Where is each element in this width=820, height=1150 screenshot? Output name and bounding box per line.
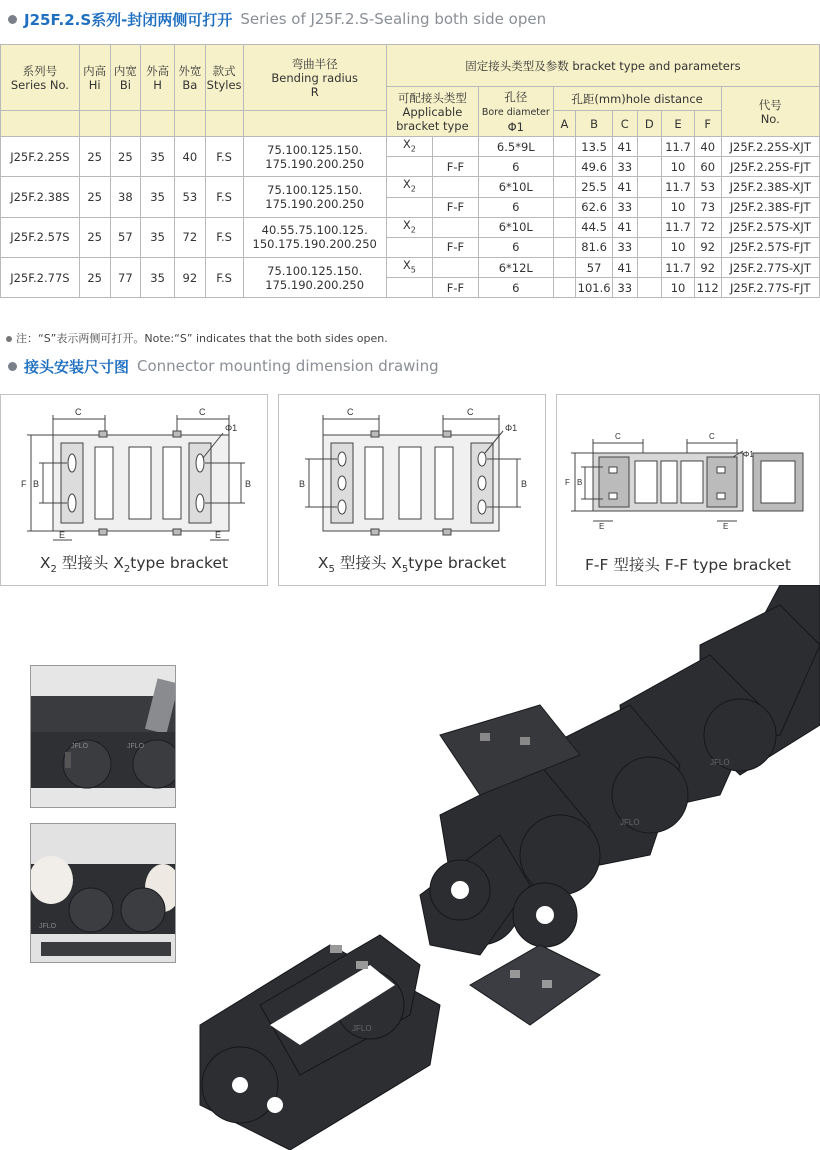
cell-a [553,278,576,298]
cell-bore: 6 [478,278,553,298]
cell-d [637,278,662,298]
dim-label-e: E [723,522,729,531]
cell-t1: $X_5$ [386,257,432,277]
footnote-text: 注：“S”表示两侧可打开。Note:“S” indicates that the both sides open. [16,332,388,345]
diagram-x2-bracket [0,394,268,586]
cell-series: J25F.2.25S [1,137,80,177]
cell-t2: F-F [432,157,478,177]
cell-d [637,137,662,157]
cell-series: J25F.2.38S [1,177,80,217]
dim-label-b: B [33,479,40,489]
cell-bore: 6*12L [478,257,553,277]
cell-f: 92 [694,257,721,277]
cell-a [553,137,576,157]
table-row [1,137,820,157]
th-blank [141,111,175,137]
cell-e: 10 [662,237,695,257]
chain-marking: JFLO [71,743,89,750]
cell-t1 [386,237,432,257]
chain-marking: JFLO [39,923,57,930]
cell-h: 35 [141,137,175,177]
cell-bore: 6*10L [478,177,553,197]
cell-e: 10 [662,157,695,177]
th-hole-distance: 孔距(mm)hole distance [553,87,721,111]
cell-e: 10 [662,278,695,298]
cell-h: 35 [141,177,175,217]
cell-bi: 57 [110,217,141,257]
series-title-zh: J25F.2.S系列-封闭两侧可打开 [24,10,233,29]
cell-d [637,157,662,177]
th-blank [243,111,386,137]
chain-marking: JFLO [710,758,730,767]
product-photo-drag-chain-image [180,585,820,1150]
th-bi: 内宽 Bi [110,45,141,111]
cell-bi: 25 [110,137,141,177]
cell-b: 13.5 [576,137,613,157]
th-code: 代号 No. [721,87,820,137]
cell-f: 92 [694,237,721,257]
x2-bracket-drawing [1,395,267,545]
spec-table [0,44,820,298]
cell-t1: $X_2$ [386,137,432,157]
cell-style: F.S [205,257,243,297]
dim-label-c: C [199,407,206,417]
product-photo-drag-chain [180,585,820,1150]
th-blank [205,111,243,137]
cell-e: 11.7 [662,137,695,157]
th-h: 外高 H [141,45,175,111]
footnote [6,330,388,346]
spec-table-body [1,137,820,298]
cell-d [637,197,662,217]
cell-hi: 25 [79,177,110,217]
detail-photo-hand [30,823,176,963]
cell-bi: 38 [110,177,141,217]
cell-c: 41 [613,177,638,197]
table-row [1,177,820,197]
cell-code: J25F.2.38S-XJT [721,177,820,197]
chain-marking: JFLO [620,818,640,827]
section-header-series [8,8,546,30]
cell-a [553,237,576,257]
dim-label-c: C [75,407,82,417]
table-row [1,217,820,237]
cell-bore: 6 [478,157,553,177]
th-bore: 孔径 Bore diameter Φ1 [478,87,553,137]
table-row [1,257,820,277]
cell-a [553,217,576,237]
cell-b: 62.6 [576,197,613,217]
cell-series: J25F.2.77S [1,257,80,297]
cell-bore: 6.5*9L [478,137,553,157]
dim-label-phi: Φ1 [743,450,754,459]
dim-label-c: C [467,407,474,417]
cell-style: F.S [205,137,243,177]
cell-code: J25F.2.25S-XJT [721,137,820,157]
cell-b: 49.6 [576,157,613,177]
cell-t1 [386,278,432,298]
cell-c: 33 [613,237,638,257]
x2-caption: $X_2$ 型接头 $X_2type$ bracket [39,553,229,575]
chain-marking: JFLO [127,743,145,750]
cell-style: F.S [205,217,243,257]
cell-radius: 75.100.125.150. 175.190.200.250 [243,257,386,297]
cell-hi: 25 [79,257,110,297]
cell-t2: F-F [432,278,478,298]
cell-ba: 72 [174,217,205,257]
cell-t2 [432,257,478,277]
cell-c: 33 [613,278,638,298]
th-ba: 外宽 Ba [174,45,205,111]
cell-c: 41 [613,257,638,277]
cell-f: 40 [694,137,721,157]
dim-label-phi: Φ1 [505,423,518,433]
bullet-icon [8,15,17,24]
cell-a [553,257,576,277]
th-styles: 款式 Styles [205,45,243,111]
x5-bracket-drawing [279,395,545,545]
cell-style: F.S [205,177,243,217]
cell-bore: 6 [478,237,553,257]
dim-label-c: C [709,432,715,441]
detail-photo-opening [30,665,176,808]
cell-a [553,197,576,217]
detail-photo-hand-image [31,824,176,963]
th-blank [174,111,205,137]
cell-f: 73 [694,197,721,217]
cell-f: 72 [694,217,721,237]
cell-f: 60 [694,157,721,177]
dim-label-f: F [21,479,27,489]
cell-bore: 6 [478,197,553,217]
cell-t1 [386,157,432,177]
cell-e: 10 [662,197,695,217]
cell-d [637,237,662,257]
cell-a [553,177,576,197]
dim-label-f: F [565,478,570,487]
cell-t1: $X_2$ [386,217,432,237]
th-blank [79,111,110,137]
cell-e: 11.7 [662,177,695,197]
cell-b: 81.6 [576,237,613,257]
dim-label-b: B [299,479,306,489]
drawing-title-en: Connector mounting dimension drawing [137,357,439,375]
th-blank [1,111,80,137]
cell-d [637,177,662,197]
cell-a [553,157,576,177]
th-radius: 弯曲半径 Bending radius R [243,45,386,111]
cell-f: 53 [694,177,721,197]
ff-bracket-drawing [557,395,819,545]
cell-t2 [432,217,478,237]
diagram-ff-bracket [556,394,820,586]
cell-t2: F-F [432,237,478,257]
cell-code: J25F.2.57S-FJT [721,237,820,257]
cell-b: 25.5 [576,177,613,197]
diagram-x5-bracket [278,394,546,586]
th-bracket-type: 可配接头类型 Applicable bracket type [386,87,478,137]
dim-label-e: E [215,530,222,540]
cell-t2 [432,177,478,197]
th-hole-c: C [613,111,638,137]
cell-f: 112 [694,278,721,298]
cell-c: 33 [613,197,638,217]
bullet-icon [8,362,17,371]
th-series: 系列号 Series No. [1,45,80,111]
cell-c: 41 [613,217,638,237]
th-hole-d: D [637,111,662,137]
cell-h: 35 [141,217,175,257]
th-hole-b: B [576,111,613,137]
cell-ba: 40 [174,137,205,177]
cell-e: 11.7 [662,257,695,277]
dim-label-c: C [347,407,354,417]
th-blank [110,111,141,137]
cell-c: 33 [613,157,638,177]
cell-radius: 75.100.125.150. 175.190.200.250 [243,177,386,217]
cell-e: 11.7 [662,217,695,237]
cell-b: 57 [576,257,613,277]
cell-c: 41 [613,137,638,157]
chain-marking: JFLO [352,1024,372,1033]
x5-caption: $X_5$ 型接头 $X_5type$ bracket [317,553,507,575]
cell-bi: 77 [110,257,141,297]
cell-radius: 40.55.75.100.125. 150.175.190.200.250 [243,217,386,257]
ff-caption: F-F 型接头 F-F type bracket [585,556,791,574]
drawing-title-zh: 接头安装尺寸图 [24,357,130,376]
cell-hi: 25 [79,217,110,257]
cell-t2: F-F [432,197,478,217]
cell-code: J25F.2.38S-FJT [721,197,820,217]
dim-label-phi: Φ1 [225,423,238,433]
series-title-en: Series of J25F.2.S-Sealing both side open [240,10,547,28]
cell-code: J25F.2.77S-FJT [721,278,820,298]
cell-code: J25F.2.25S-FJT [721,157,820,177]
th-bracket-group: 固定接头类型及参数 bracket type and parameters [386,45,819,87]
cell-ba: 53 [174,177,205,217]
dim-label-b: B [245,479,252,489]
cell-ba: 92 [174,257,205,297]
cell-d [637,217,662,237]
dim-label-e: E [599,522,605,531]
cell-b: 101.6 [576,278,613,298]
bullet-icon [6,336,12,342]
dim-label-c: C [615,432,621,441]
cell-series: J25F.2.57S [1,217,80,257]
cell-radius: 75.100.125.150. 175.190.200.250 [243,137,386,177]
th-hole-a: A [553,111,576,137]
section-header-drawing [8,355,439,377]
cell-hi: 25 [79,137,110,177]
cell-b: 44.5 [576,217,613,237]
dim-label-b: B [577,478,583,487]
th-hole-f: F [694,111,721,137]
cell-t1 [386,197,432,217]
cell-code: J25F.2.77S-XJT [721,257,820,277]
dim-label-b: B [521,479,528,489]
th-hi: 内高 Hi [79,45,110,111]
cell-t1: $X_2$ [386,177,432,197]
cell-t2 [432,137,478,157]
detail-photo-opening-image [31,666,176,808]
th-hole-e: E [662,111,695,137]
cell-h: 35 [141,257,175,297]
cell-bore: 6*10L [478,217,553,237]
dim-label-e: E [59,530,66,540]
cell-d [637,257,662,277]
cell-code: J25F.2.57S-XJT [721,217,820,237]
